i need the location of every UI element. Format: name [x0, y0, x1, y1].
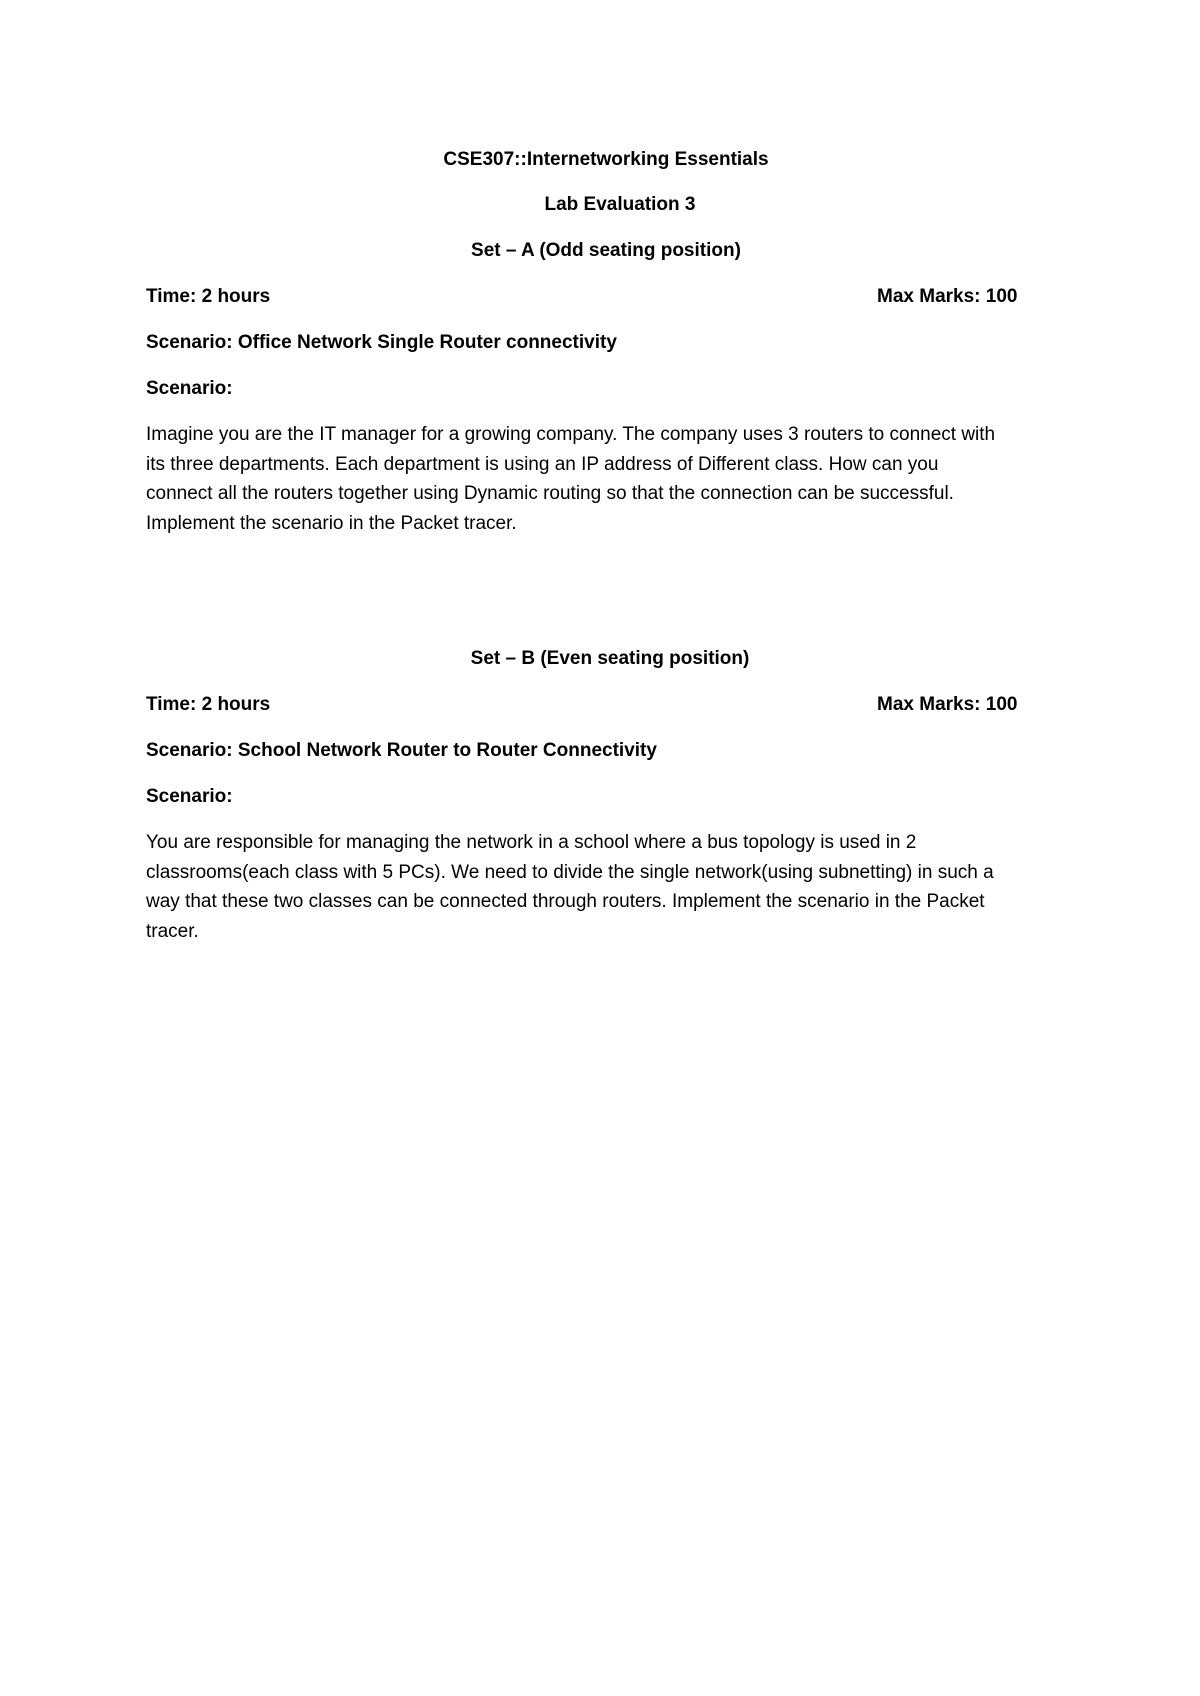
set-b-title: Set – B (Even seating position) [470, 648, 750, 669]
set-b-scenario-title: Scenario: School Network Router to Router Connectivity [146, 740, 657, 761]
body-line: classrooms(each class with 5 PCs). We need to divide the single network(using subnetting) in such a [146, 861, 994, 883]
set-a-time: Time: 2 hours [146, 286, 271, 307]
set-b-time: Time: 2 hours [146, 694, 271, 715]
set-a-title: Set – A (Odd seating position) [471, 240, 741, 261]
body-line: Implement the scenario in the Packet tracer. [146, 512, 517, 534]
set-a-scenario-title: Scenario: Office Network Single Router connectivity [146, 332, 617, 353]
set-a-scenario-body [146, 420, 1066, 538]
set-a-scenario-label: Scenario: [146, 378, 233, 399]
body-line: its three departments. Each department is using an IP address of Different class. How can you [146, 453, 939, 475]
set-a-max-marks: Max Marks: 100 [877, 286, 1018, 307]
body-line: way that these two classes can be connected through routers. Implement the scenario in the Packet [146, 891, 985, 912]
body-line: You are responsible for managing the network in a school where a bus topology is used in 2 [146, 832, 917, 853]
body-line: Imagine you are the IT manager for a growing company. The company uses 3 routers to connect with [146, 424, 996, 445]
set-b-max-marks: Max Marks: 100 [877, 694, 1018, 715]
body-line: connect all the routers together using Dynamic routing so that the connection can be successful. [146, 483, 954, 504]
body-line: tracer. [146, 920, 199, 942]
set-b-scenario-body [146, 828, 1066, 946]
course-title: CSE307::Internetworking Essentials [443, 149, 769, 170]
evaluation-title: Lab Evaluation 3 [544, 194, 696, 215]
set-b-scenario-label: Scenario: [146, 786, 233, 807]
